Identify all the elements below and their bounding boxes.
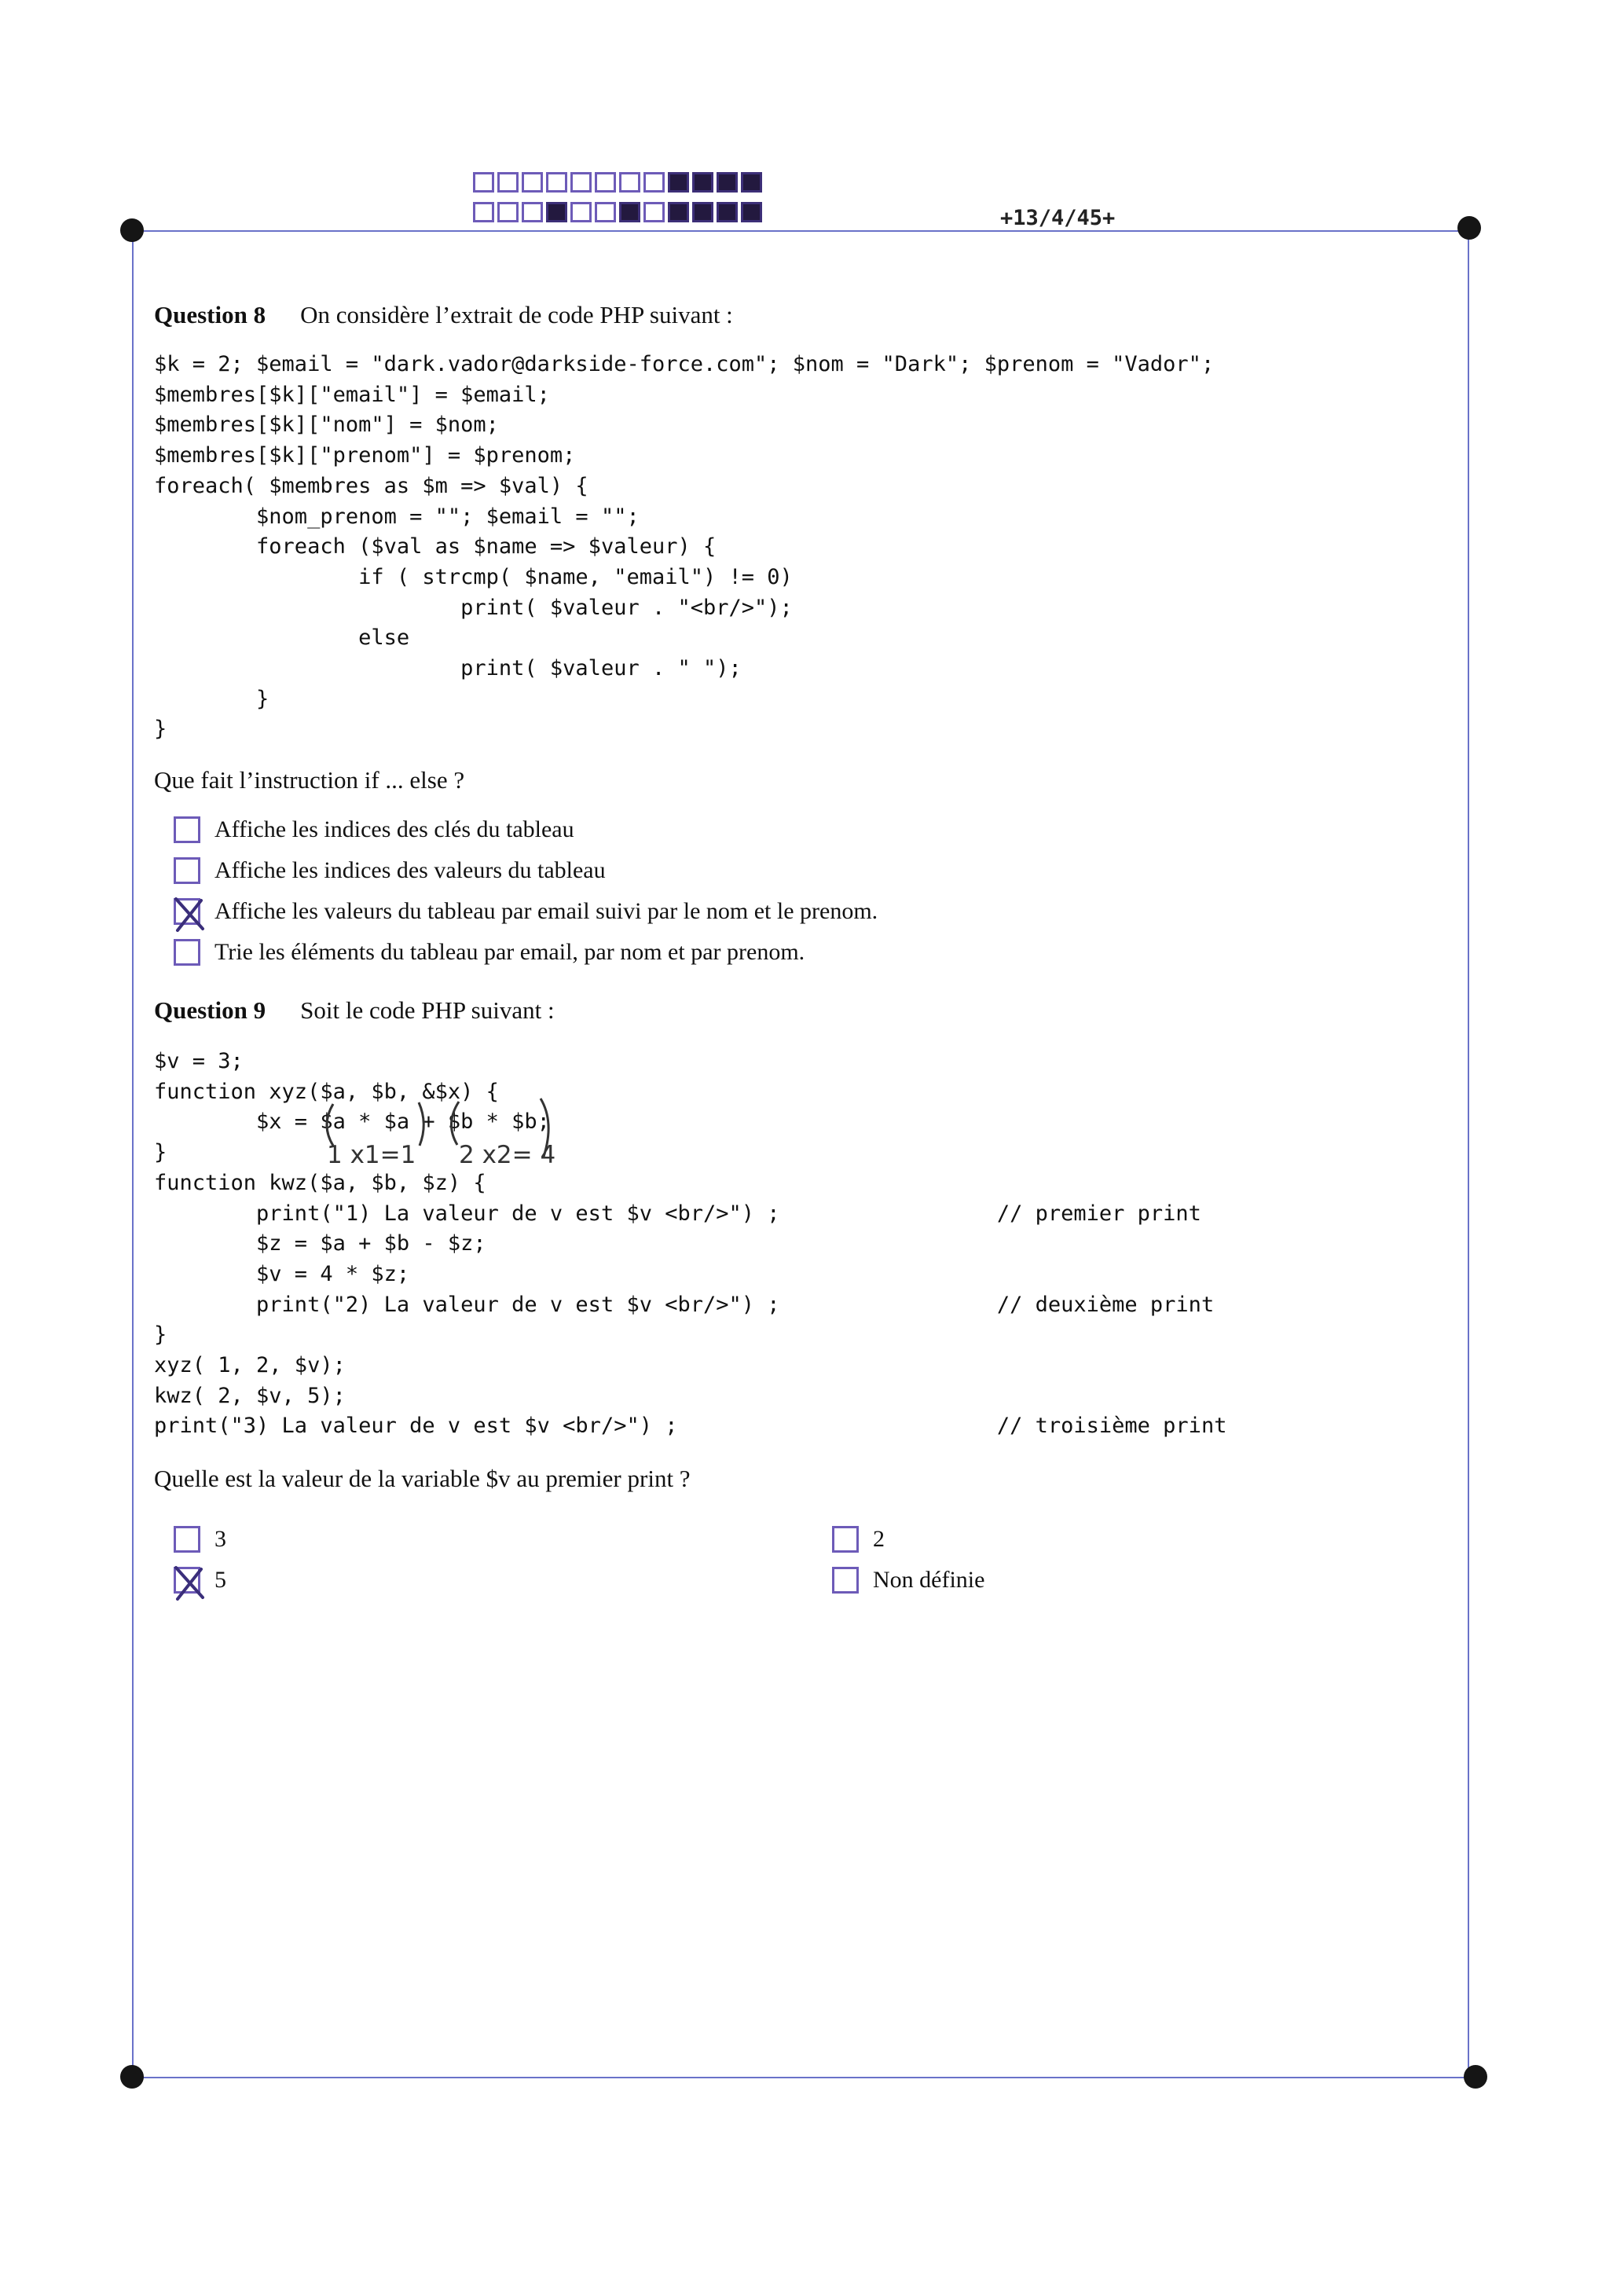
option-label: 2 (873, 1526, 885, 1552)
code-block-q9: $v = 3; function xyz($a, $b, &$x) { $x = $a * $a + $b * $b; } function kwz($a, $b, $z) { print("1) La valeur de v est $v <br/>") ; // premier print $z = $a + $b - $z; $v = 4 * $z; print("2) La valeur de v est $v <br/>") ; // deuxième print } xyz( 1, 2, $v); kwz( 2, $v, 5); print("3) La valeur de v est $v <br/>") ; // troisième print (154, 1049, 1227, 1439)
q9-option-2[interactable] (832, 1526, 885, 1553)
question-intro: Soit le code PHP suivant : (300, 996, 555, 1024)
handwritten-note-left: 1 x1=1 (327, 1141, 416, 1169)
option-label: Affiche les valeurs du tableau par email suivi par le nom et le prenom. (214, 898, 878, 924)
question-8-prompt: Que fait l’instruction if ... else ? (154, 766, 465, 794)
checkbox[interactable] (832, 1526, 859, 1553)
option-label: Trie les éléments du tableau par email, par nom et par prenom. (214, 939, 805, 965)
question-label: Question 8 (154, 301, 266, 328)
question-label: Question 9 (154, 996, 266, 1024)
question-9-prompt: Quelle est la valeur de la variable $v au premier print ? (154, 1465, 691, 1492)
checkbox-checked[interactable] (174, 1567, 200, 1594)
q9-option-1[interactable] (174, 1526, 226, 1553)
check-cross-icon (171, 1563, 207, 1602)
question-intro: On considère l’extrait de code PHP suivant : (300, 301, 733, 328)
option-label: Affiche les indices des valeurs du tableau (214, 857, 606, 883)
option-label: Affiche les indices des clés du tableau (214, 816, 574, 842)
handwritten-note-right: 2 x2= 4 (459, 1141, 556, 1169)
checkbox[interactable] (832, 1567, 859, 1594)
option-label: Non définie (873, 1567, 985, 1593)
code-block-q8: $k = 2; $email = "dark.vador@darkside-force.com"; $nom = "Dark"; $prenom = "Vador"; $membres[$k]["email"] = $email; $membres[$k]["nom"] = $nom; $membres[$k]["prenom"] = $prenom; foreach( $membres as $m => $val) { $nom_prenom = ""; $email = ""; foreach ($val as $name => $valeur) { if ( strcmp( $name, "email") != 0) print( $valeur . "<br/>"); else print( $valeur . " "); } } (154, 352, 1215, 742)
option-label: 3 (214, 1526, 226, 1552)
q9-option-4[interactable] (832, 1567, 984, 1594)
checkbox[interactable] (174, 1526, 200, 1553)
option-label: 5 (214, 1567, 226, 1593)
q9-option-3[interactable] (174, 1567, 226, 1594)
page-id: +13/4/45+ (1000, 206, 1116, 230)
